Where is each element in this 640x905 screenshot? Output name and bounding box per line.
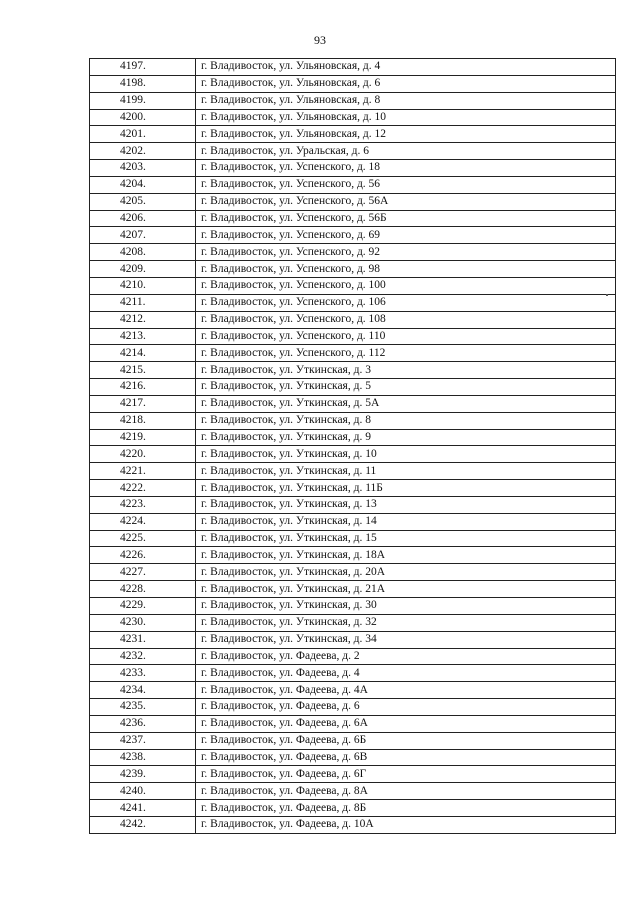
row-number: 4223. <box>90 496 196 513</box>
row-number: 4231. <box>90 631 196 648</box>
row-address: г. Владивосток, ул. Ульяновская, д. 10 <box>196 109 616 126</box>
row-address: г. Владивосток, ул. Успенского, д. 106 <box>196 294 616 311</box>
address-table-body <box>90 59 616 834</box>
row-number: 4221. <box>90 463 196 480</box>
table-row <box>90 311 616 328</box>
row-address: г. Владивосток, ул. Уткинская, д. 5 <box>196 379 616 396</box>
row-address: г. Владивосток, ул. Фадеева, д. 10А <box>196 816 616 833</box>
row-address: г. Владивосток, ул. Уткинская, д. 9 <box>196 429 616 446</box>
page-number: 93 <box>314 33 326 47</box>
table-row <box>90 648 616 665</box>
row-number: 4205. <box>90 193 196 210</box>
row-number: 4201. <box>90 126 196 143</box>
row-number: 4235. <box>90 699 196 716</box>
address-table <box>89 58 616 834</box>
table-row <box>90 480 616 497</box>
table-row <box>90 715 616 732</box>
table-row <box>90 598 616 615</box>
row-number: 4227. <box>90 564 196 581</box>
row-address: г. Владивосток, ул. Уткинская, д. 13 <box>196 496 616 513</box>
row-address: г. Владивосток, ул. Фадеева, д. 4 <box>196 665 616 682</box>
row-number: 4225. <box>90 530 196 547</box>
row-number: 4228. <box>90 581 196 598</box>
row-number: 4230. <box>90 614 196 631</box>
row-number: 4200. <box>90 109 196 126</box>
row-number: 4239. <box>90 766 196 783</box>
row-address: г. Владивосток, ул. Фадеева, д. 6А <box>196 715 616 732</box>
table-row <box>90 496 616 513</box>
row-number: 4212. <box>90 311 196 328</box>
row-address: г. Владивосток, ул. Успенского, д. 56А <box>196 193 616 210</box>
row-number: 4224. <box>90 513 196 530</box>
row-address: г. Владивосток, ул. Фадеева, д. 6Б <box>196 732 616 749</box>
row-address: г. Владивосток, ул. Фадеева, д. 6Г <box>196 766 616 783</box>
row-number: 4207. <box>90 227 196 244</box>
row-number: 4220. <box>90 446 196 463</box>
row-number: 4204. <box>90 176 196 193</box>
row-number: 4199. <box>90 92 196 109</box>
table-row <box>90 783 616 800</box>
row-address: г. Владивосток, ул. Уткинская, д. 8 <box>196 412 616 429</box>
table-row <box>90 227 616 244</box>
table-row <box>90 362 616 379</box>
row-address: г. Владивосток, ул. Уткинская, д. 5А <box>196 395 616 412</box>
table-row <box>90 261 616 278</box>
row-address: г. Владивосток, ул. Фадеева, д. 8Б <box>196 800 616 817</box>
table-row <box>90 379 616 396</box>
row-address: г. Владивосток, ул. Ульяновская, д. 12 <box>196 126 616 143</box>
row-address: г. Владивосток, ул. Успенского, д. 98 <box>196 261 616 278</box>
row-address: г. Владивосток, ул. Уткинская, д. 30 <box>196 598 616 615</box>
table-row <box>90 92 616 109</box>
table-row <box>90 345 616 362</box>
table-row <box>90 429 616 446</box>
row-number: 4203. <box>90 160 196 177</box>
row-number: 4197. <box>90 59 196 76</box>
row-number: 4229. <box>90 598 196 615</box>
row-number: 4206. <box>90 210 196 227</box>
row-address: г. Владивосток, ул. Уткинская, д. 32 <box>196 614 616 631</box>
row-number: 4217. <box>90 395 196 412</box>
table-row <box>90 126 616 143</box>
table-row <box>90 463 616 480</box>
row-address: г. Владивосток, ул. Уткинская, д. 11Б <box>196 480 616 497</box>
row-number: 4211. <box>90 294 196 311</box>
row-number: 4218. <box>90 412 196 429</box>
table-row <box>90 294 616 311</box>
table-row <box>90 193 616 210</box>
table-row <box>90 446 616 463</box>
row-number: 4210. <box>90 277 196 294</box>
row-address: г. Владивосток, ул. Уткинская, д. 3 <box>196 362 616 379</box>
table-row <box>90 160 616 177</box>
table-row <box>90 59 616 76</box>
row-number: 4234. <box>90 682 196 699</box>
row-number: 4237. <box>90 732 196 749</box>
row-address: г. Владивосток, ул. Фадеева, д. 4А <box>196 682 616 699</box>
table-row <box>90 513 616 530</box>
row-address: г. Владивосток, ул. Успенского, д. 56Б <box>196 210 616 227</box>
table-row <box>90 244 616 261</box>
row-number: 4242. <box>90 816 196 833</box>
row-number: 4214. <box>90 345 196 362</box>
row-number: 4198. <box>90 75 196 92</box>
row-address: г. Владивосток, ул. Успенского, д. 18 <box>196 160 616 177</box>
row-address: г. Владивосток, ул. Успенского, д. 112 <box>196 345 616 362</box>
table-row <box>90 749 616 766</box>
table-row <box>90 665 616 682</box>
row-number: 4202. <box>90 143 196 160</box>
row-address: г. Владивосток, ул. Успенского, д. 56 <box>196 176 616 193</box>
row-address: г. Владивосток, ул. Уткинская, д. 15 <box>196 530 616 547</box>
row-address: г. Владивосток, ул. Фадеева, д. 8А <box>196 783 616 800</box>
row-address: г. Владивосток, ул. Уткинская, д. 21А <box>196 581 616 598</box>
row-number: 4240. <box>90 783 196 800</box>
table-row <box>90 816 616 833</box>
row-number: 4222. <box>90 480 196 497</box>
row-number: 4216. <box>90 379 196 396</box>
table-row <box>90 109 616 126</box>
table-row <box>90 682 616 699</box>
row-number: 4219. <box>90 429 196 446</box>
table-row <box>90 412 616 429</box>
row-number: 4209. <box>90 261 196 278</box>
row-address: г. Владивосток, ул. Уткинская, д. 20А <box>196 564 616 581</box>
row-address: г. Владивосток, ул. Фадеева, д. 6 <box>196 699 616 716</box>
table-row <box>90 328 616 345</box>
row-address: г. Владивосток, ул. Фадеева, д. 6В <box>196 749 616 766</box>
table-row <box>90 631 616 648</box>
row-address: г. Владивосток, ул. Успенского, д. 110 <box>196 328 616 345</box>
row-number: 4226. <box>90 547 196 564</box>
row-address: г. Владивосток, ул. Успенского, д. 69 <box>196 227 616 244</box>
row-number: 4238. <box>90 749 196 766</box>
table-row <box>90 210 616 227</box>
row-address: г. Владивосток, ул. Уральская, д. 6 <box>196 143 616 160</box>
table-row <box>90 143 616 160</box>
row-address: г. Владивосток, ул. Успенского, д. 92 <box>196 244 616 261</box>
table-row <box>90 530 616 547</box>
row-number: 4213. <box>90 328 196 345</box>
table-row <box>90 277 616 294</box>
table-row <box>90 176 616 193</box>
table-row <box>90 564 616 581</box>
table-row <box>90 581 616 598</box>
table-row <box>90 395 616 412</box>
table-row <box>90 547 616 564</box>
row-number: 4236. <box>90 715 196 732</box>
row-address: г. Владивосток, ул. Уткинская, д. 34 <box>196 631 616 648</box>
row-address: г. Владивосток, ул. Уткинская, д. 14 <box>196 513 616 530</box>
table-row <box>90 699 616 716</box>
row-number: 4232. <box>90 648 196 665</box>
table-row <box>90 75 616 92</box>
table-row <box>90 766 616 783</box>
row-address: г. Владивосток, ул. Фадеева, д. 2 <box>196 648 616 665</box>
row-address: г. Владивосток, ул. Ульяновская, д. 8 <box>196 92 616 109</box>
table-row <box>90 614 616 631</box>
row-address: г. Владивосток, ул. Уткинская, д. 10 <box>196 446 616 463</box>
row-number: 4241. <box>90 800 196 817</box>
row-number: 4233. <box>90 665 196 682</box>
row-address: г. Владивосток, ул. Уткинская, д. 18А <box>196 547 616 564</box>
table-row <box>90 800 616 817</box>
row-address: г. Владивосток, ул. Ульяновская, д. 6 <box>196 75 616 92</box>
row-number: 4208. <box>90 244 196 261</box>
row-address: г. Владивосток, ул. Успенского, д. 108 <box>196 311 616 328</box>
row-address: г. Владивосток, ул. Уткинская, д. 11 <box>196 463 616 480</box>
scan-speck <box>606 294 608 296</box>
table-row <box>90 732 616 749</box>
row-number: 4215. <box>90 362 196 379</box>
row-address: г. Владивосток, ул. Успенского, д. 100 <box>196 277 616 294</box>
row-address: г. Владивосток, ул. Ульяновская, д. 4 <box>196 59 616 76</box>
